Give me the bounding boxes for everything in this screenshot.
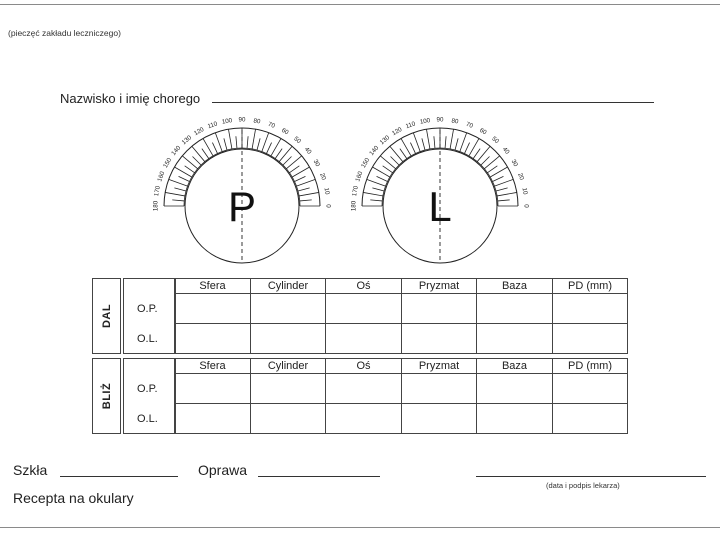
- glasses-field[interactable]: [60, 476, 178, 477]
- patient-name-label: Nazwisko i imię chorego: [60, 91, 201, 106]
- dial-tick: [380, 156, 395, 169]
- dial-scale-number: 150: [360, 156, 372, 170]
- dial-tick: [450, 129, 453, 149]
- dial-tick: [228, 129, 231, 149]
- dial-tick: [372, 167, 389, 177]
- dial-tick: [497, 192, 517, 195]
- dial-tick: [295, 176, 306, 181]
- signature-field[interactable]: [476, 476, 706, 477]
- dial-tick: [401, 138, 411, 155]
- header-pd: PD (mm): [553, 359, 628, 374]
- dial-tick: [174, 167, 191, 177]
- cell-input[interactable]: [402, 294, 477, 324]
- dial-scale-number: 30: [311, 158, 322, 168]
- dial-scale-number: 100: [221, 117, 233, 126]
- dial-tick: [298, 188, 310, 191]
- dial-tick: [391, 157, 399, 165]
- dial-tick: [252, 129, 255, 149]
- cell-input[interactable]: [326, 294, 402, 324]
- header-axis: Oś: [326, 359, 402, 374]
- frame-label: Oprawa: [198, 462, 248, 478]
- dial-tick: [488, 166, 498, 173]
- cell-input[interactable]: [553, 324, 628, 354]
- row-label-right-eye: O.P.: [137, 383, 158, 395]
- dial-tick: [174, 188, 186, 191]
- dial-tick: [275, 149, 282, 159]
- cell-input[interactable]: [477, 404, 553, 434]
- signature-label: (data i podpis lekarza): [546, 481, 620, 490]
- dial-tick: [477, 146, 490, 161]
- dial-tick: [455, 138, 458, 150]
- dial-scale-number: 90: [238, 116, 246, 124]
- dial-tick: [363, 192, 383, 195]
- cell-input[interactable]: [553, 404, 628, 434]
- dial-scale-number: 180: [152, 200, 160, 212]
- cell-input[interactable]: [251, 404, 326, 434]
- dial-tick: [297, 179, 316, 186]
- dial-tick: [279, 146, 292, 161]
- stamp-label: (pieczęć zakładu leczniczego): [8, 28, 121, 38]
- cell-input[interactable]: [326, 404, 402, 434]
- dial-tick: [165, 192, 185, 195]
- dial-tick: [172, 200, 184, 201]
- row-label-box-distance: [123, 278, 176, 354]
- dial-tick: [262, 133, 269, 152]
- dial-tick: [169, 179, 188, 186]
- section-label-box-near: [92, 358, 121, 434]
- dial-tick: [212, 143, 217, 154]
- dial-tick: [465, 143, 470, 154]
- dial-tick: [390, 146, 403, 161]
- dial-scale-number: 80: [252, 117, 261, 126]
- dial-tick: [460, 133, 467, 152]
- dial-scale-number: 10: [322, 187, 331, 196]
- dial-scale-number: 50: [292, 135, 303, 146]
- header-base: Baza: [477, 359, 553, 374]
- dial-tick: [299, 192, 319, 195]
- cell-input[interactable]: [553, 294, 628, 324]
- dial-scale-number: 110: [206, 120, 219, 131]
- dial-scale-number: 60: [478, 126, 488, 137]
- left-eye-axis-dial: [348, 108, 538, 268]
- dial-tick: [271, 138, 281, 155]
- dial-scale-number: 0: [522, 204, 530, 208]
- cell-input[interactable]: [477, 374, 553, 404]
- header-base: Baza: [477, 279, 553, 294]
- dial-tick: [283, 157, 291, 165]
- bottom-border: [0, 527, 720, 528]
- dial-tick: [498, 200, 510, 201]
- dial-tick: [286, 156, 301, 169]
- cell-input[interactable]: [402, 404, 477, 434]
- dial-tick: [473, 149, 480, 159]
- dial-tick: [413, 133, 420, 152]
- dial-tick: [410, 143, 415, 154]
- dial-scale-number: 10: [520, 187, 529, 196]
- dial-scale-number: 30: [509, 158, 520, 168]
- dial-scale-number: 0: [324, 204, 332, 208]
- cell-input[interactable]: [326, 374, 402, 404]
- frame-field[interactable]: [258, 476, 380, 477]
- cell-input[interactable]: [477, 294, 553, 324]
- header-prism: Pryzmat: [402, 359, 477, 374]
- dial-tick: [367, 179, 386, 186]
- dial-scale-number: 170: [351, 185, 360, 197]
- dial-tick: [426, 129, 429, 149]
- header-pd: PD (mm): [553, 279, 628, 294]
- dial-tick: [290, 166, 300, 173]
- dial-scale-number: 150: [162, 156, 174, 170]
- cell-input[interactable]: [251, 294, 326, 324]
- cell-input[interactable]: [175, 294, 251, 324]
- dial-tick: [185, 166, 195, 173]
- row-label-box-near: [123, 358, 176, 434]
- dial-scale-number: 180: [350, 200, 358, 212]
- dial-scale-number: 40: [500, 145, 511, 156]
- header-axis: Oś: [326, 279, 402, 294]
- cell-input[interactable]: [402, 374, 477, 404]
- dial-tick: [267, 143, 272, 154]
- dial-tick: [383, 166, 393, 173]
- dial-tick: [203, 138, 213, 155]
- dial-scale-number: 140: [170, 144, 183, 158]
- dial-tick: [422, 138, 425, 150]
- dial-scale-number: 120: [390, 126, 404, 138]
- dial-scale-number: 70: [464, 120, 474, 130]
- dial-scale-number: 80: [450, 117, 459, 126]
- near-table: [174, 358, 628, 434]
- dial-tick: [179, 176, 190, 181]
- dial-tick: [372, 188, 384, 191]
- cell-input[interactable]: [553, 374, 628, 404]
- dial-tick: [434, 136, 435, 148]
- dial-scale-number: 120: [192, 126, 206, 138]
- dial-scale-number: 60: [280, 126, 290, 137]
- dial-tick: [377, 176, 388, 181]
- dial-tick: [484, 156, 499, 169]
- section-label-distance: DAL: [100, 303, 113, 329]
- dial-scale-number: 50: [490, 135, 501, 146]
- cell-input[interactable]: [175, 404, 251, 434]
- dial-scale-number: 140: [368, 144, 381, 158]
- glasses-label: Szkła: [13, 462, 48, 478]
- prescription-title: Recepta na okulary: [13, 490, 134, 506]
- table-row: [175, 404, 628, 434]
- cell-input[interactable]: [251, 324, 326, 354]
- dial-tick: [496, 188, 508, 191]
- section-label-near: BLIŻ: [100, 382, 113, 410]
- header-cylinder: Cylinder: [251, 279, 326, 294]
- dial-scale-number: 110: [404, 120, 417, 131]
- dial-tick: [247, 136, 248, 148]
- dial-eye-letter: P: [227, 183, 257, 230]
- dial-scale-number: 170: [153, 185, 162, 197]
- dial-scale-number: 90: [436, 116, 444, 124]
- dial-scale-number: 70: [266, 120, 276, 130]
- dial-tick: [445, 136, 446, 148]
- row-label-left-eye: O.L.: [137, 333, 158, 345]
- cell-input[interactable]: [175, 374, 251, 404]
- cell-input[interactable]: [326, 324, 402, 354]
- row-label-left-eye: O.L.: [137, 413, 158, 425]
- cell-input[interactable]: [251, 374, 326, 404]
- section-label-box-distance: [92, 278, 121, 354]
- dial-scale-number: 160: [156, 170, 167, 183]
- dial-tick: [192, 146, 205, 161]
- distance-table: [174, 278, 628, 354]
- dial-tick: [300, 200, 312, 201]
- dial-tick: [495, 179, 514, 186]
- header-sphere: Sfera: [175, 359, 251, 374]
- cell-input[interactable]: [402, 324, 477, 354]
- dial-tick: [257, 138, 260, 150]
- dial-scale-number: 40: [302, 145, 313, 156]
- dial-tick: [493, 176, 504, 181]
- dial-tick: [182, 156, 197, 169]
- dial-scale-number: 100: [419, 117, 431, 126]
- dial-eye-letter: L: [428, 183, 452, 230]
- table-row: [175, 374, 628, 404]
- dial-tick: [490, 167, 507, 177]
- table-row: [175, 324, 628, 354]
- dial-tick: [400, 149, 407, 159]
- table-row: [175, 294, 628, 324]
- header-prism: Pryzmat: [402, 279, 477, 294]
- dial-tick: [292, 167, 309, 177]
- dial-scale-number: 130: [180, 134, 194, 147]
- dial-tick: [193, 157, 201, 165]
- dial-tick: [370, 200, 382, 201]
- dial-scale-number: 20: [516, 172, 526, 182]
- dial-tick: [215, 133, 222, 152]
- dial-tick: [236, 136, 237, 148]
- right-eye-axis-dial: [150, 108, 340, 268]
- header-sphere: Sfera: [175, 279, 251, 294]
- dial-scale-number: 20: [318, 172, 328, 182]
- cell-input[interactable]: [175, 324, 251, 354]
- header-cylinder: Cylinder: [251, 359, 326, 374]
- dial-tick: [481, 157, 489, 165]
- top-border: [0, 4, 720, 5]
- dial-tick: [202, 149, 209, 159]
- row-label-right-eye: O.P.: [137, 303, 158, 315]
- patient-name-field[interactable]: [212, 102, 654, 103]
- cell-input[interactable]: [477, 324, 553, 354]
- dial-tick: [469, 138, 479, 155]
- dial-scale-number: 130: [378, 134, 392, 147]
- dial-scale-number: 160: [354, 170, 365, 183]
- dial-tick: [224, 138, 227, 150]
